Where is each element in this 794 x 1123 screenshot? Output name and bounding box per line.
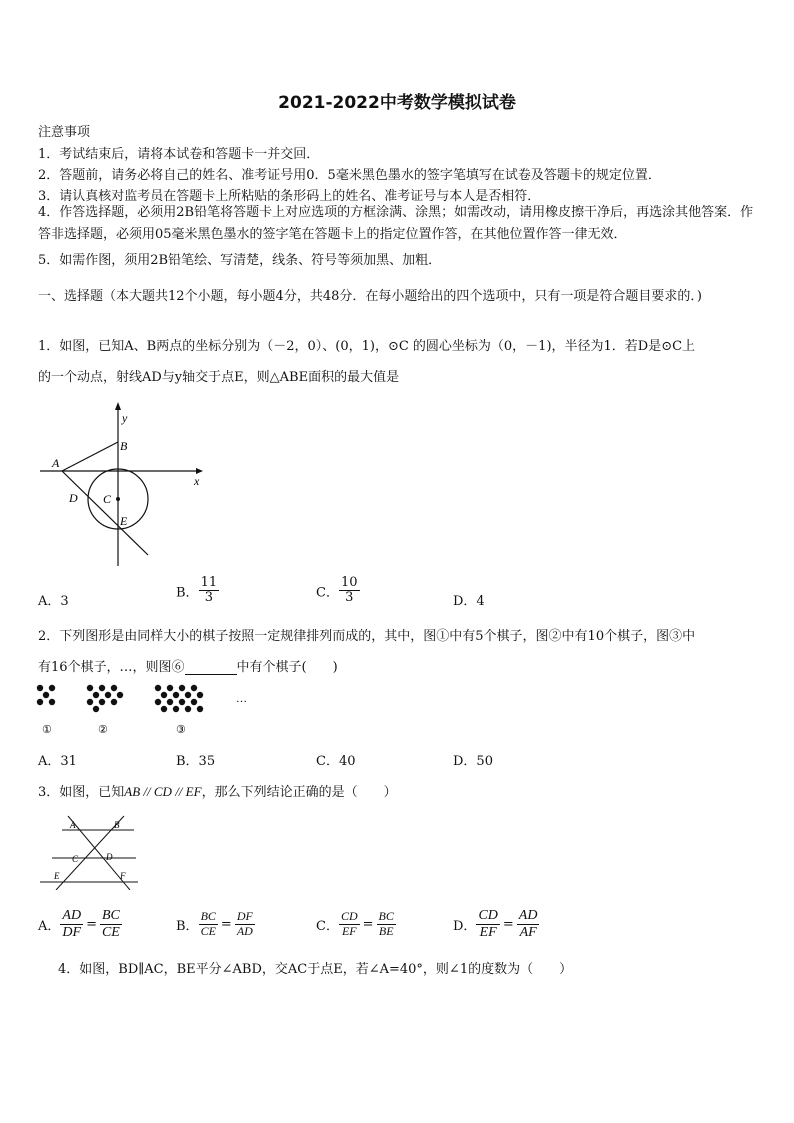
- piece: [173, 692, 179, 698]
- pattern-2: [87, 685, 123, 712]
- piece: [117, 692, 123, 698]
- piece: [191, 685, 197, 691]
- q1-text-line1: 1．如图，已知A、B两点的坐标分别为（－2，0）、(0，1)，⊙C 的圆心坐标为（0，－1)，半径为1．若D是⊙C上: [38, 339, 696, 354]
- q3-option-c-right-fraction: [377, 910, 396, 939]
- fraction-numerator: CD: [476, 908, 499, 925]
- piece: [179, 685, 185, 691]
- fraction-denominator: CE: [200, 923, 216, 938]
- piece: [167, 685, 173, 691]
- q1-figure: [36, 398, 206, 568]
- notice-item-4: 4．作答选择题，必须用2B铅笔将答题卡上对应选项的方框涂满、涂黑；如需改动，请用橡皮擦干净后，再选涂其他答案．作答非选择题，必须用05毫米黑色墨水的签字笔在答题卡上的指定位置作答，在其他位置作答一律无效．: [38, 205, 754, 242]
- pattern-1: [37, 685, 55, 705]
- fraction-numerator: AD: [517, 908, 540, 925]
- q2-figure: [34, 684, 274, 736]
- q1-option-a[interactable]: A．3: [38, 594, 69, 609]
- fraction-denominator: EF: [479, 925, 497, 941]
- q3-option-b[interactable]: [176, 910, 255, 939]
- q1-option-b[interactable]: [176, 576, 219, 606]
- q3-math-parallel: AB // CD // EF: [124, 784, 202, 799]
- piece: [185, 706, 191, 712]
- notice-item-2: 2．答题前，请务必将自己的姓名、准考证号用0．5毫米黑色墨水的签字笔填写在试卷及答题卡的规定位置．: [38, 168, 661, 183]
- q3-option-a-right-fraction: [100, 908, 122, 941]
- q3-option-c-left-fraction: [339, 910, 360, 939]
- pattern-label-1: ①: [42, 724, 52, 736]
- ray-ad: [62, 471, 148, 555]
- notice-item-3: 3．请认真核对监考员在答题卡上所粘贴的条形码上的姓名、准考证号与本人是否相符．: [38, 189, 541, 204]
- equals-sign: =: [220, 916, 232, 932]
- fraction-denominator: CE: [101, 925, 120, 941]
- piece: [37, 685, 43, 691]
- q2-text-line2: [38, 656, 338, 675]
- notice-item-5: 5．如需作图，须用2B铅笔绘、写清楚，线条、符号等须加黑、加粗．: [38, 253, 442, 268]
- fraction-numerator: AD: [60, 908, 83, 925]
- piece: [99, 699, 105, 705]
- piece: [197, 706, 203, 712]
- q2-option-a[interactable]: A．31: [38, 754, 77, 769]
- fraction-denominator: BE: [378, 923, 394, 938]
- section-heading: 一、选择题（本大题共12个小题，每小题4分，共48分．在每小题给出的四个选项中，只有一项是符合题目要求的．): [38, 289, 702, 304]
- piece: [43, 692, 49, 698]
- q2-text-part2: 中有个棋子( ): [236, 660, 338, 675]
- label-x: x: [194, 474, 200, 488]
- fraction-denominator: EF: [341, 923, 357, 938]
- segment-ab: [62, 442, 118, 471]
- piece: [173, 706, 179, 712]
- q3-figure: [38, 812, 148, 890]
- piece: [167, 699, 173, 705]
- q3-option-d[interactable]: [453, 908, 539, 941]
- label-b: B: [114, 820, 120, 830]
- q2-option-c[interactable]: C．40: [316, 754, 356, 769]
- y-axis-arrow-icon: [115, 402, 121, 410]
- piece: [161, 692, 167, 698]
- answer-blank: [185, 660, 237, 675]
- center-c-dot: [116, 497, 120, 501]
- q2-option-b[interactable]: B．35: [176, 754, 216, 769]
- label-f: F: [120, 871, 126, 881]
- q3-option-b-label: B．: [176, 918, 199, 934]
- q3-option-c[interactable]: [316, 910, 396, 939]
- label-d: D: [69, 491, 78, 505]
- q3-option-a[interactable]: [38, 908, 122, 941]
- fraction-numerator: DF: [236, 909, 253, 923]
- equals-sign: =: [362, 916, 374, 932]
- q1-text-line2: 的一个动点，射线AD与y轴交于点E，则△ABE面积的最大值是: [38, 370, 400, 385]
- label-e: E: [54, 871, 60, 881]
- q2-text-line1: 2．下列图形是由同样大小的棋子按照一定规律排列而成的，其中，图①中有5个棋子，图②中有10个棋子，图③中: [38, 629, 696, 644]
- label-a: A: [52, 456, 60, 470]
- fraction-denominator: AF: [519, 925, 537, 941]
- q3-option-a-left-fraction: [60, 908, 83, 941]
- fraction-numerator: BC: [100, 908, 122, 925]
- piece: [49, 685, 55, 691]
- label-e: E: [120, 514, 128, 528]
- label-b: B: [120, 439, 128, 453]
- q3-option-d-label: D．: [453, 919, 477, 935]
- pattern-label-2: ②: [98, 724, 108, 736]
- page-title: 2021-2022中考数学模拟试卷: [278, 93, 516, 113]
- q1-option-c-fraction: [339, 576, 360, 606]
- q3-text: [38, 781, 397, 800]
- piece: [93, 706, 99, 712]
- q3-option-a-label: A．: [38, 919, 61, 935]
- label-d: D: [106, 852, 113, 862]
- q3-option-d-right-fraction: [517, 908, 540, 941]
- piece: [37, 699, 43, 705]
- q4-text: 4．如图，BD∥AC，BE平分∠ABD，交AC于点E，若∠A=40°，则∠1的度数为（ ）: [58, 962, 573, 977]
- pattern-label-3: ③: [176, 724, 186, 736]
- piece: [111, 685, 117, 691]
- q3-text-part2: ，那么下列结论正确的是（ ）: [201, 785, 397, 800]
- q1-option-c-label: C．: [316, 585, 339, 601]
- q3-option-b-left-fraction: [199, 910, 218, 939]
- equals-sign: =: [502, 917, 514, 933]
- q2-option-d[interactable]: D．50: [453, 754, 493, 769]
- fraction-denominator: DF: [62, 925, 82, 941]
- piece: [185, 692, 191, 698]
- q3-option-d-left-fraction: [476, 908, 499, 941]
- fraction-numerator: BC: [200, 909, 216, 923]
- piece: [49, 699, 55, 705]
- label-c: C: [72, 854, 79, 864]
- pattern-ellipsis: …: [236, 693, 247, 705]
- piece: [161, 706, 167, 712]
- q3-option-c-label: C．: [316, 918, 339, 934]
- notice-heading: 注意事项: [38, 125, 91, 140]
- notice-item-1: 1．考试结束后，请将本试卷和答题卡一并交回．: [38, 147, 320, 162]
- pattern-3: [155, 685, 203, 712]
- label-c: C: [103, 492, 112, 506]
- q3-option-b-right-fraction: [235, 910, 255, 939]
- q1-option-b-fraction: [199, 576, 220, 606]
- piece: [105, 692, 111, 698]
- fraction-numerator: CD: [340, 909, 358, 923]
- q2-text-part1: 有16个棋子，…，则图⑥: [38, 660, 185, 675]
- fraction-denominator: AD: [236, 923, 253, 938]
- equals-sign: =: [86, 917, 97, 933]
- fraction-numerator: 10: [340, 575, 358, 590]
- fraction-numerator: 11: [200, 575, 218, 590]
- fraction-numerator: BC: [378, 909, 394, 923]
- fraction-denominator: 3: [204, 590, 213, 606]
- q1-option-d[interactable]: D．4: [453, 594, 485, 609]
- q3-text-part1: 3．如图，已知: [38, 785, 125, 800]
- q1-option-c[interactable]: [316, 576, 360, 606]
- q1-option-b-label: B．: [176, 585, 199, 601]
- piece: [99, 685, 105, 691]
- piece: [197, 692, 203, 698]
- fraction-denominator: 3: [345, 590, 354, 606]
- piece: [87, 699, 93, 705]
- piece: [155, 699, 161, 705]
- piece: [191, 699, 197, 705]
- piece: [111, 699, 117, 705]
- label-a: A: [70, 820, 76, 830]
- piece: [93, 692, 99, 698]
- piece: [179, 699, 185, 705]
- label-y: y: [122, 411, 128, 425]
- piece: [87, 685, 93, 691]
- piece: [155, 685, 161, 691]
